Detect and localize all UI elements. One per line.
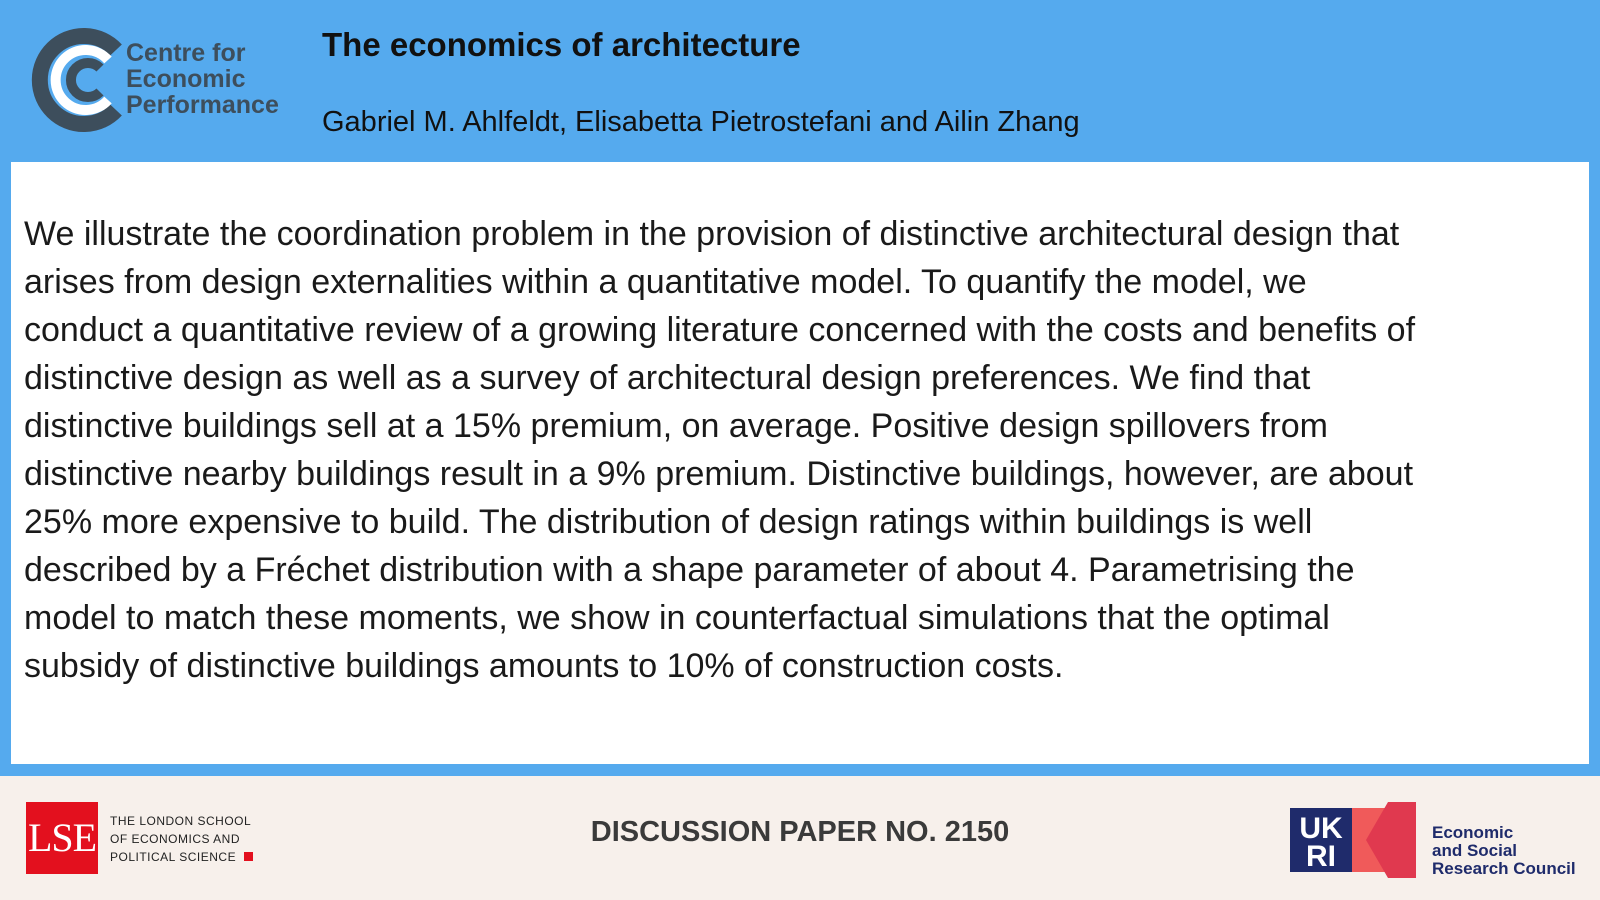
abstract-line: described by a Fréchet distribution with a shape parameter of about 4. Parametrising the [24, 551, 1355, 589]
cep-name-line: Economic [126, 65, 246, 93]
cep-logo [26, 24, 306, 136]
abstract-line: arises from design externalities within a quantitative model. To quantify the model, we [24, 263, 1307, 301]
esrc-name-line: and Social [1432, 841, 1518, 860]
abstract-line: subsidy of distinctive buildings amounts to 10% of construction costs. [24, 647, 1064, 685]
ukri-mark-uk: UK [1299, 812, 1343, 845]
abstract-line: conduct a quantitative review of a growing literature concerned with the costs and benefits of [24, 311, 1416, 349]
ukri-mark-ri: RI [1306, 840, 1336, 873]
lse-name-line: POLITICAL SCIENCE [110, 850, 237, 864]
cep-name [126, 40, 279, 118]
cep-name-line: Centre for [126, 39, 246, 67]
lse-dot-icon [244, 852, 253, 861]
abstract-line: distinctive nearby buildings result in a 9% premium. Distinctive buildings, however, are about [24, 455, 1414, 493]
abstract-line: We illustrate the coordination problem in the provision of distinctive architectural design that [24, 215, 1400, 253]
paper-title: The economics of architecture [322, 26, 801, 63]
ukri-logo [1290, 802, 1580, 878]
lse-name-line: OF ECONOMICS AND [110, 832, 241, 846]
lse-logo-icon: LSE [26, 802, 98, 874]
footer [0, 776, 1600, 900]
abstract-line: distinctive design as well as a survey of architectural design preferences. We find that [24, 359, 1311, 397]
ukri-logo-icon [1290, 802, 1420, 878]
cep-name-line: Performance [126, 91, 279, 119]
discussion-paper-number: DISCUSSION PAPER NO. 2150 [590, 816, 1010, 848]
esrc-name-line: Research Council [1432, 859, 1576, 878]
abstract-text [24, 210, 1584, 690]
abstract-line: 25% more expensive to build. The distribution of design ratings within buildings is well [24, 503, 1313, 541]
abstract-line: distinctive buildings sell at a 15% premium, on average. Positive design spillovers from [24, 407, 1328, 445]
esrc-name-line: Economic [1432, 823, 1514, 842]
cep-logo-icon [26, 24, 138, 136]
paper-authors: Gabriel M. Ahlfeldt, Elisabetta Pietrostefani and Ailin Zhang [322, 106, 1080, 138]
header [0, 0, 1600, 160]
esrc-name [1432, 824, 1576, 878]
abstract-panel [11, 162, 1589, 764]
lse-name-line: THE LONDON SCHOOL [110, 814, 252, 828]
abstract-line: model to match these moments, we show in counterfactual simulations that the optimal [24, 599, 1330, 637]
